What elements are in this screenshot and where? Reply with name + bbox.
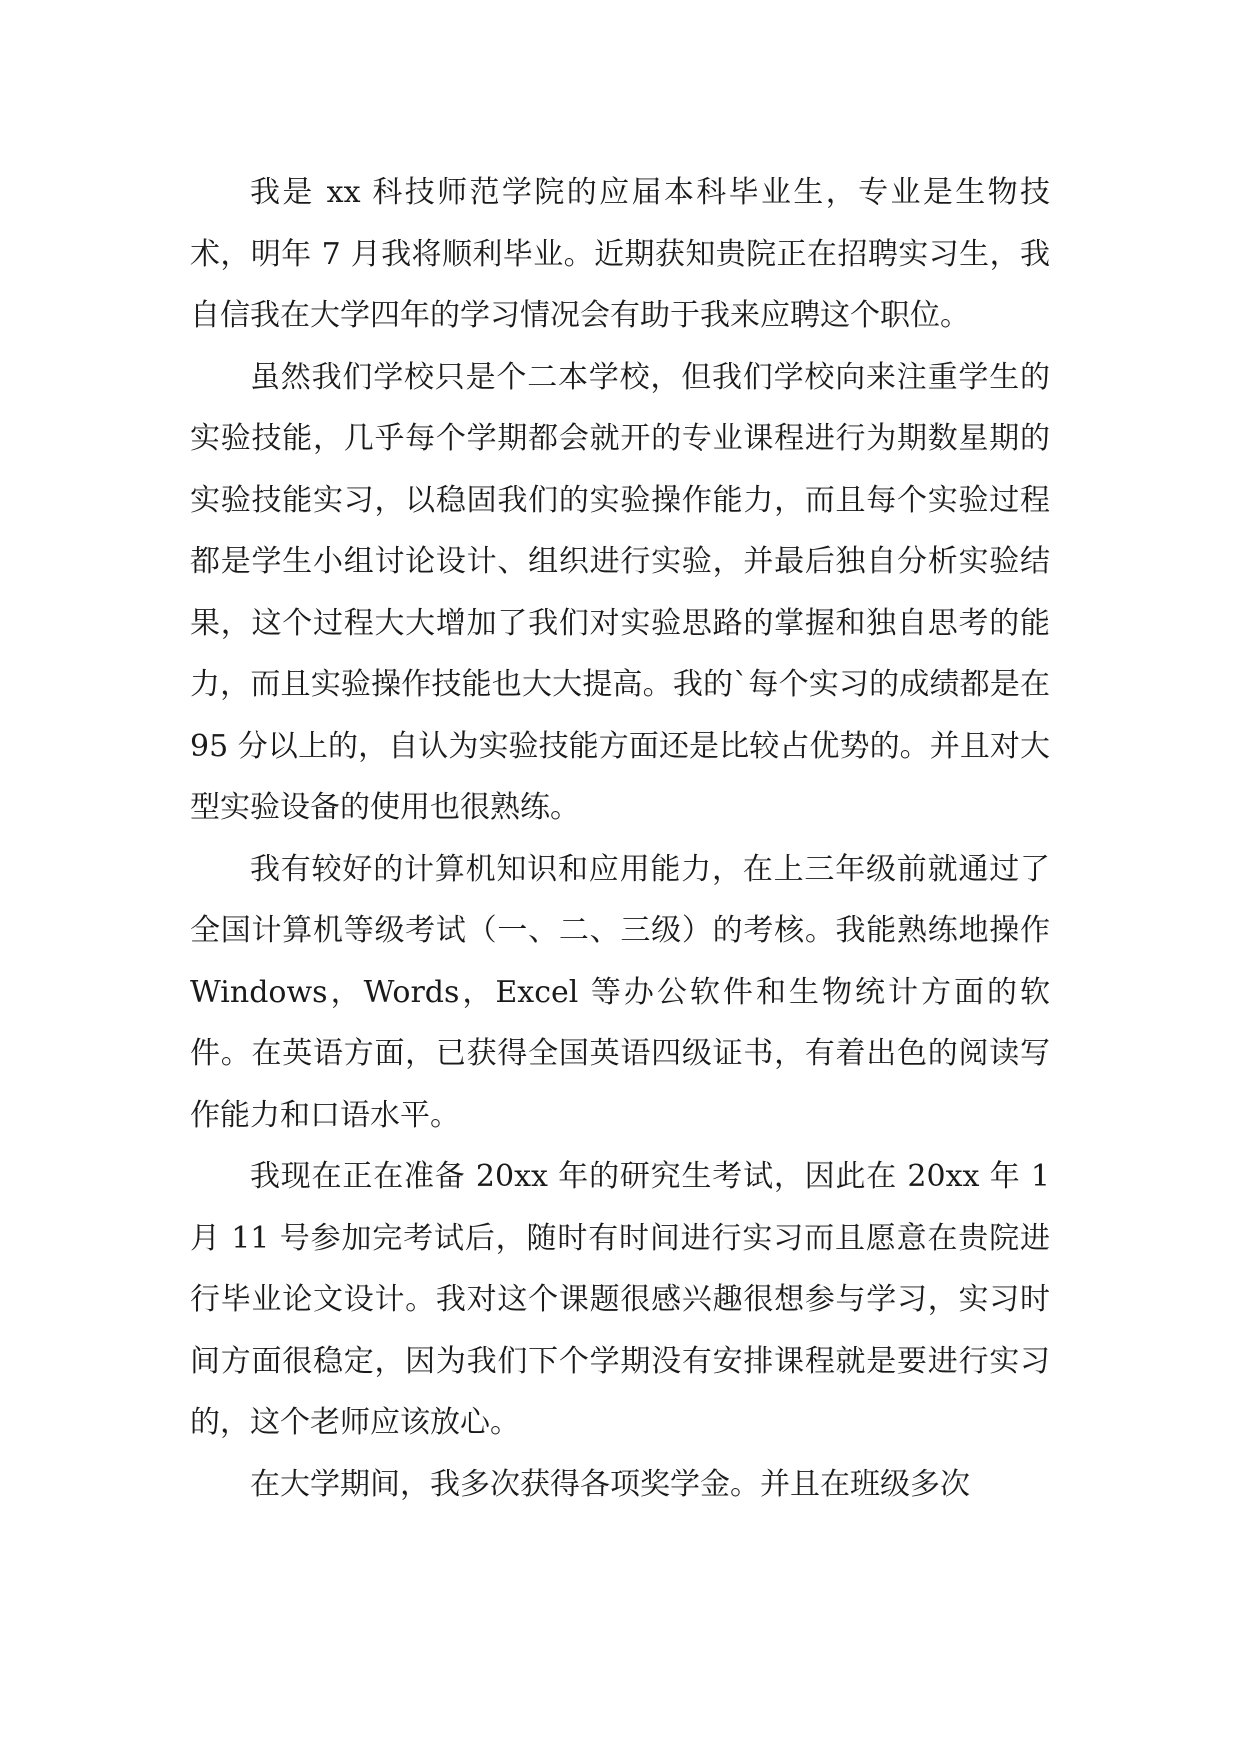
- paragraph-2: 虽然我们学校只是个二本学校，但我们学校向来注重学生的实验技能，几乎每个学期都会就开的专业课程进行为期数星期的实验技能实习，以稳固我们的实验操作能力，而且每个实验过程都是学生小组讨论设计、组织进行实验，并最后独自分析实验结果，这个过程大大增加了我们对实验思路的掌握和独自思考的能力，而且实验操作技能也大大提高。我的`每个实习的成绩都是在 95 分以上的，自认为实验技能方面还是比较占优势的。并且对大型实验设备的使用也很熟练。: [190, 359, 1050, 825]
- paragraph-3: 我有较好的计算机知识和应用能力，在上三年级前就通过了全国计算机等级考试（一、二、三级）的考核。我能熟练地操作 Windows，Words，Excel 等办公软件和生物统计方面的软件。在英语方面，已获得全国英语四级证书，有着出色的阅读写作能力和口语水平。: [190, 851, 1050, 1133]
- document-body: [190, 162, 1050, 1515]
- paragraph-5: 在大学期间，我多次获得各项奖学金。并且在班级多次: [250, 1466, 970, 1502]
- paragraph-4: 我现在正在准备 20xx 年的研究生考试，因此在 20xx 年 1 月 11 号参加完考试后，随时有时间进行实习而且愿意在贵院进行毕业论文设计。我对这个课题很感兴趣很想参与学习，实习时间方面很稳定，因为我们下个学期没有安排课程就是要进行实习的，这个老师应该放心。: [190, 1159, 1050, 1440]
- paragraph-1: 我是 xx 科技师范学院的应届本科毕业生，专业是生物技术，明年 7 月我将顺利毕业。近期获知贵院正在招聘实习生，我自信我在大学四年的学习情况会有助于我来应聘这个职位。: [190, 175, 1050, 333]
